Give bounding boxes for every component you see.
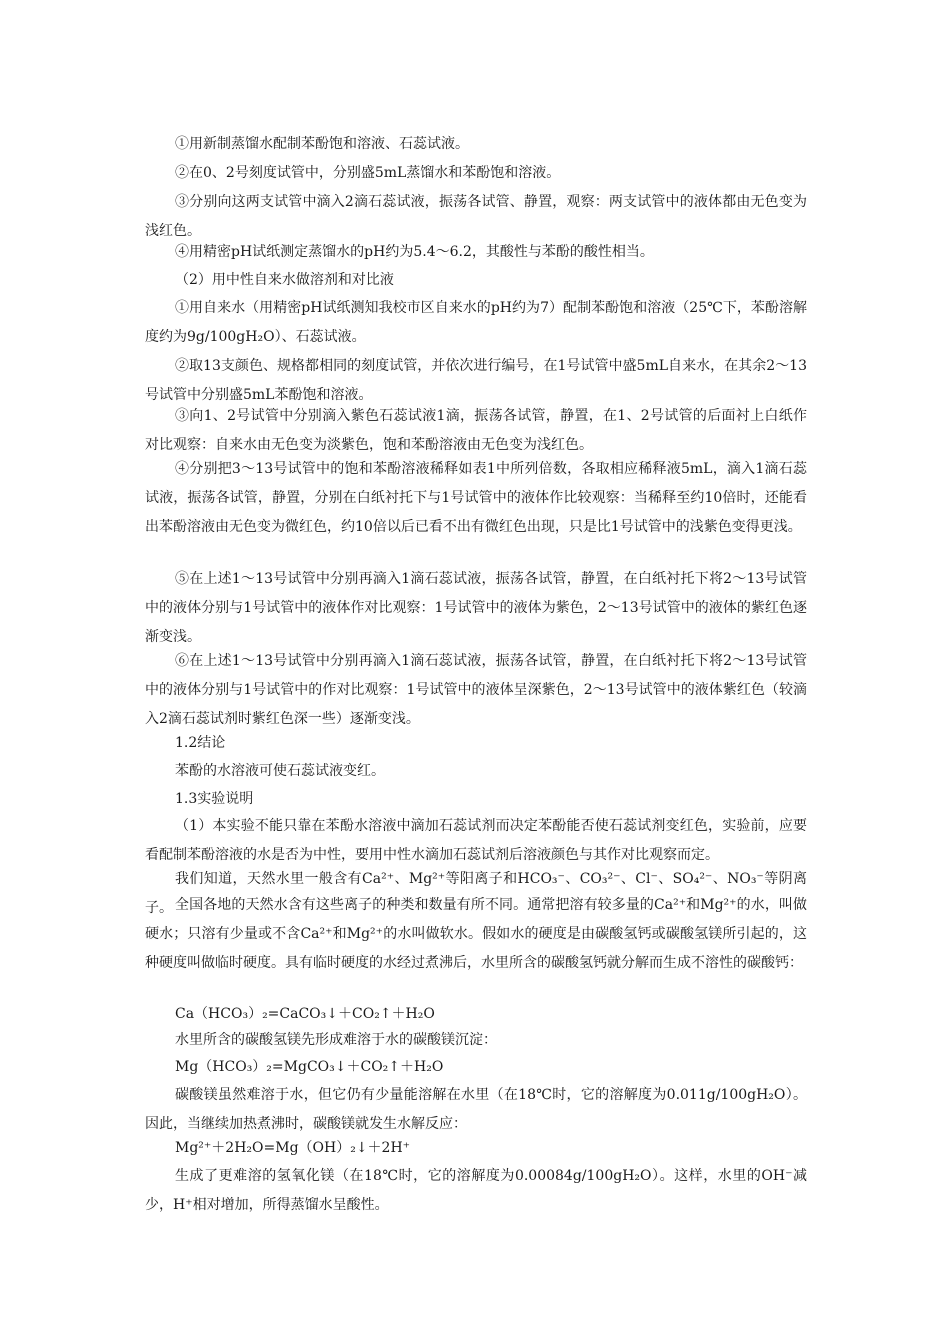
paragraph: 全国各地的天然水含有这些离子的种类和数量有所不同。通常把溶有较多量的Ca²⁺和Mg²⁺的水，叫做硬水；只溶有少量或不含Ca²⁺和Mg²⁺的水叫做软水。假如水的硬度是由碳酸氢钙或碳酸氢镁所引起的，这种硬度叫做临时硬度。具有临时硬度的水经过煮沸后，水里所含的碳酸氢钙就分解而生成不溶性的碳酸钙： [145,897,807,971]
paragraph: ③向1、2号试管中分别滴入紫色石蕊试液1滴，振荡各试管，静置，在1、2号试管的后面衬上白纸作对比观察：自来水由无色变为淡紫色，饱和苯酚溶液由无色变为浅红色。 [145,408,807,453]
paragraph: ④分别把3～13号试管中的饱和苯酚溶液稀释如表1中所列倍数，各取相应稀释液5mL，滴入1滴石蕊试液，振荡各试管，静置，分别在白纸衬托下与1号试管中的液体作比较观察：当稀释至约10倍时，还能看出苯酚溶液由无色变为微红色，约10倍以后已看不出有微红色出现，只是比1号试管中的浅紫色变得更浅。 [145,461,807,535]
chemical-equation: Mg（HCO₃）₂=MgCO₃↓＋CO₂↑＋H₂O [175,1059,444,1075]
paragraph: ①用新制蒸馏水配制苯酚饱和溶液、石蕊试液。 [175,136,469,152]
paragraph: ④用精密pH试纸测定蒸馏水的pH约为5.4～6.2，其酸性与苯酚的酸性相当。 [175,244,654,260]
paragraph: 我们知道，天然水里一般含有Ca²⁺、Mg²⁺等阳离子和HCO₃⁻、CO₃²⁻、Cl⁻、SO₄²⁻、NO₃⁻等阴离子。 [145,871,807,916]
section-heading: 1.2结论 [175,735,226,751]
paragraph: ⑤在上述1～13号试管中分别再滴入1滴石蕊试液，振荡各试管，静置，在白纸衬托下将2～13号试管中的液体分别与1号试管中的液体作对比观察：1号试管中的液体为紫色，2～13号试管中的液体的紫红色逐渐变浅。 [145,571,807,645]
chemical-equation: Ca（HCO₃）₂=CaCO₃↓＋CO₂↑＋H₂O [175,1006,435,1022]
section-heading: （2）用中性自来水做溶剂和对比液 [175,272,394,288]
paragraph: ⑥在上述1～13号试管中分别再滴入1滴石蕊试液，振荡各试管，静置，在白纸衬托下将2～13号试管中的液体分别与1号试管中的作对比观察：1号试管中的液体呈深紫色，2～13号试管中的液体紫红色（较滴入2滴石蕊试剂时紫红色深一些）逐渐变浅。 [145,653,807,727]
paragraph: ①用自来水（用精密pH试纸测知我校市区自来水的pH约为7）配制苯酚饱和溶液（25℃下，苯酚溶解度约为9g/100gH₂O）、石蕊试液。 [145,300,807,345]
paragraph: ②取13支颜色、规格都相同的刻度试管，并依次进行编号，在1号试管中盛5mL自来水，在其余2～13号试管中分别盛5mL苯酚饱和溶液。 [145,358,807,403]
paragraph: 水里所含的碳酸氢镁先形成难溶于水的碳酸镁沉淀： [175,1032,497,1048]
paragraph: 生成了更难溶的氢氧化镁（在18℃时，它的溶解度为0.00084g/100gH₂O）。这样，水里的OH⁻减少，H⁺相对增加，所得蒸馏水呈酸性。 [145,1168,807,1213]
paragraph: （1）本实验不能只靠在苯酚水溶液中滴加石蕊试剂而决定苯酚能否使石蕊试剂变红色，实验前，应要看配制苯酚溶液的水是否为中性，要用中性水滴加石蕊试剂后溶液颜色与其作对比观察而定。 [145,818,807,863]
section-heading: 1.3实验说明 [175,791,254,807]
paragraph: 碳酸镁虽然难溶于水，但它仍有少量能溶解在水里（在18℃时，它的溶解度为0.011g/100gH₂O）。因此，当继续加热煮沸时，碳酸镁就发生水解反应： [145,1087,807,1132]
paragraph: 苯酚的水溶液可使石蕊试液变红。 [175,763,385,779]
paragraph: ③分别向这两支试管中滴入2滴石蕊试液，振荡各试管、静置，观察：两支试管中的液体都由无色变为浅红色。 [145,194,807,239]
chemical-equation: Mg²⁺＋2H₂O=Mg（OH）₂↓＋2H⁺ [175,1140,411,1156]
paragraph: ②在0、2号刻度试管中，分别盛5mL蒸馏水和苯酚饱和溶液。 [175,165,561,181]
